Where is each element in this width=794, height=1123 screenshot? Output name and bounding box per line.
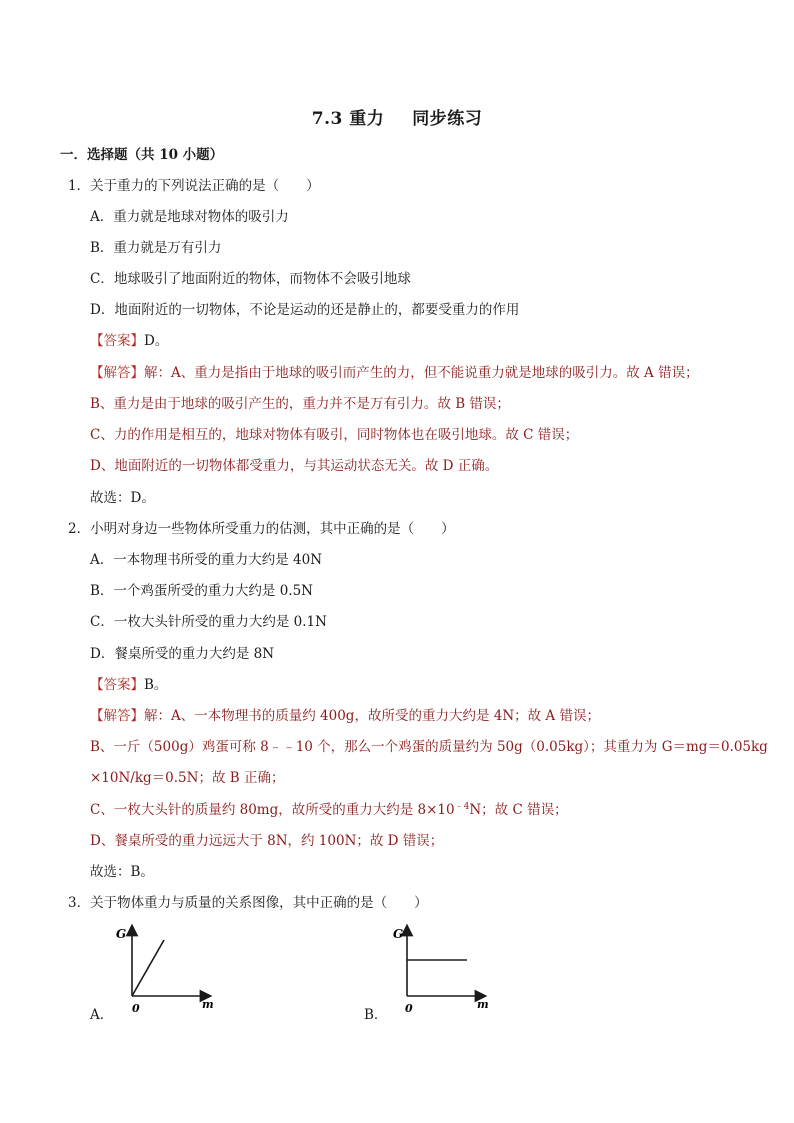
q2-choice: 故选：B。 — [90, 864, 154, 880]
q1-explain-3: C、力的作用是相互的，地球对物体有吸引，同时物体也在吸引地球。故 C 错误； — [90, 427, 579, 443]
explain-text: 解：A、重力是指由于地球的吸引而产生的力，但不能说重力就是地球的吸引力。故 A 错误； — [144, 365, 699, 381]
q3-option-a-label: A． — [90, 1007, 114, 1023]
origin-label: 0 — [132, 1002, 140, 1014]
q2-explain-3: ×10N/kg＝0.5N；故 B 正确； — [90, 770, 285, 786]
q1-answer — [90, 332, 168, 350]
answer-tag: 【答案】 — [90, 333, 144, 349]
answer-tag: 【答案】 — [90, 677, 144, 693]
q2-explain-4 — [90, 801, 568, 819]
q2-explain-1 — [90, 707, 600, 725]
q3-option-b-label: B． — [364, 1007, 388, 1023]
answer-value: D。 — [144, 333, 169, 349]
q1-option-a: A．重力就是地球对物体的吸引力 — [90, 209, 289, 225]
q3-stem: 3．关于物体重力与质量的关系图像，其中正确的是（ ） — [68, 895, 428, 911]
q3-graph-a — [110, 922, 220, 1014]
answer-value: B。 — [144, 677, 168, 693]
q1-option-d: D．地面附近的一切物体，不论是运动的还是静止的，都要受重力的作用 — [90, 302, 520, 318]
q1-explain-1 — [90, 364, 699, 382]
q2-option-b: B．一个鸡蛋所受的重力大约是 0.5N — [90, 583, 313, 599]
q3-graph-b — [385, 922, 495, 1014]
q1-explain-4: D、地面附近的一切物体都受重力，与其运动状态无关。故 D 正确。 — [90, 458, 499, 474]
x-axis-label: m — [202, 998, 214, 1011]
y-axis-label: G — [116, 927, 127, 941]
exponent: ﹣4 — [454, 802, 470, 812]
q2-explain-5: D、餐桌所受的重力远远大于 8N，约 100N；故 D 错误； — [90, 833, 444, 849]
q2-option-c: C．一枚大头针所受的重力大约是 0.1N — [90, 614, 327, 630]
page-title — [0, 104, 794, 129]
q2-answer — [90, 676, 167, 694]
explain-text: C、一枚大头针的质量约 80mg，故所受的重力大约是 8×10 — [90, 802, 455, 818]
proportional-line — [132, 940, 164, 996]
explain-text: 解：A、一本物理书的质量约 400g，故所受的重力大约是 4N；故 A 错误； — [144, 708, 600, 724]
explain-tag: 【解答】 — [90, 365, 144, 381]
q1-option-b: B．重力就是万有引力 — [90, 240, 222, 256]
q1-stem: 1．关于重力的下列说法正确的是（ ） — [68, 178, 320, 194]
q1-option-c: C．地球吸引了地面附近的物体，而物体不会吸引地球 — [90, 271, 411, 287]
explain-text: N；故 C 错误； — [469, 802, 568, 818]
y-axis-label: G — [393, 927, 404, 941]
title-lesson: 7.3 重力 — [311, 109, 385, 129]
q2-explain-2: B、一斤（500g）鸡蛋可称 8﹣﹣10 个，那么一个鸡蛋的质量约为 50g（0.05kg）；其重力为 G＝mg＝0.05kg — [90, 739, 768, 755]
x-axis-label: m — [477, 998, 489, 1011]
explain-tag: 【解答】 — [90, 708, 144, 724]
q2-option-a: A．一本物理书所受的重力大约是 40N — [90, 552, 323, 568]
origin-label: 0 — [405, 1002, 413, 1014]
section-heading: 一．选择题（共 10 小题） — [60, 147, 224, 163]
q2-stem: 2．小明对身边一些物体所受重力的估测，其中正确的是（ ） — [68, 521, 455, 537]
q1-explain-2: B、重力是由于地球的吸引产生的，重力并不是万有引力。故 B 错误； — [90, 396, 510, 412]
q1-choice: 故选：D。 — [90, 490, 155, 506]
title-subtitle: 同步练习 — [412, 109, 483, 129]
q2-option-d: D．餐桌所受的重力大约是 8N — [90, 646, 275, 662]
